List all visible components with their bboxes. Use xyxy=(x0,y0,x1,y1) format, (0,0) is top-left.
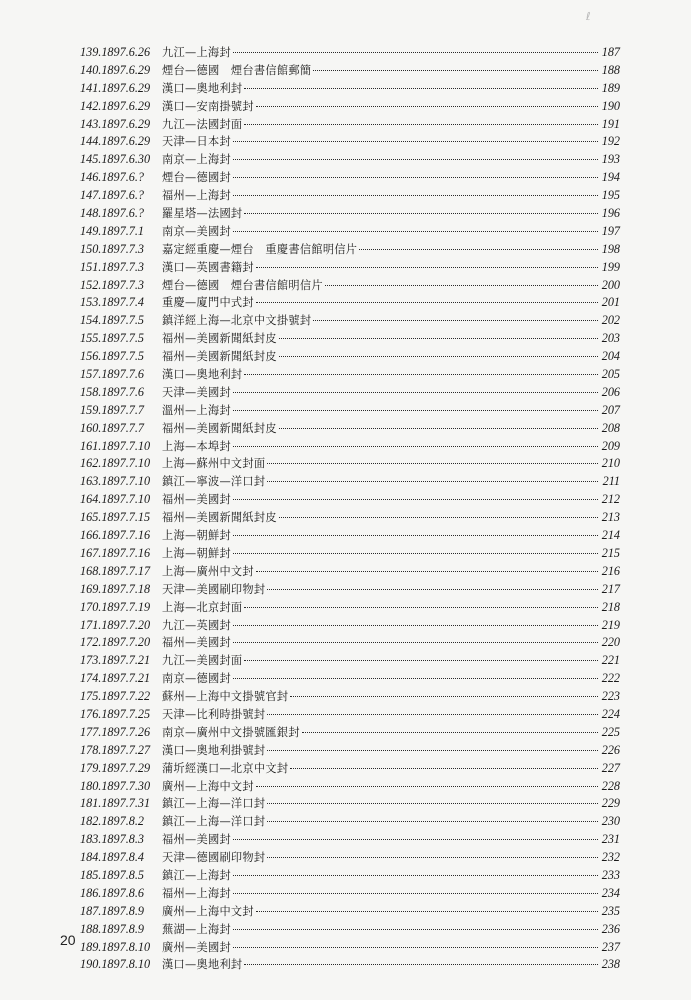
dot-leader xyxy=(290,768,598,769)
entry-id: 160.1897.7.7 xyxy=(80,420,144,435)
entry-id: 175.1897.7.22 xyxy=(80,689,151,704)
entry-title: 廣州—上海中文封 xyxy=(162,904,254,918)
entry-id: 185.1897.8.5 xyxy=(80,867,144,882)
entry-id: 156.1897.7.5 xyxy=(80,349,144,364)
dot-leader xyxy=(233,625,598,626)
entry-page-number: 215 xyxy=(601,545,620,560)
entry-page-number: 236 xyxy=(601,921,620,936)
entry-page-number: 212 xyxy=(601,492,620,507)
entry-title: 廣州—美國封 xyxy=(162,940,231,954)
entry-title: 上海—朝鮮封 xyxy=(162,529,231,543)
entry-title: 上海—本埠封 xyxy=(162,439,231,453)
toc-entry xyxy=(80,455,620,473)
entry-title: 九江—美國封面 xyxy=(162,654,243,668)
entry-id: 189.1897.8.10 xyxy=(80,939,151,954)
entry-id: 180.1897.7.30 xyxy=(80,778,151,793)
toc-entry xyxy=(80,795,620,813)
toc-entry xyxy=(80,599,620,617)
entry-id: 163.1897.7.10 xyxy=(80,474,151,489)
entry-page-number: 196 xyxy=(601,206,620,221)
entry-title: 上海—朝鮮封 xyxy=(162,546,231,560)
toc-entry xyxy=(80,151,620,169)
entry-id: 158.1897.7.6 xyxy=(80,384,144,399)
entry-title: 鎮江—上海—洋口封 xyxy=(162,797,266,811)
entry-title: 南京—廣州中文掛號匯銀封 xyxy=(162,725,300,739)
entry-title: 福州—美國新聞紙封皮 xyxy=(162,332,277,346)
entry-id: 181.1897.7.31 xyxy=(80,796,151,811)
entry-page-number: 206 xyxy=(601,384,620,399)
entry-title: 煙台—德國封 xyxy=(162,171,231,185)
entry-id: 165.1897.7.15 xyxy=(80,510,151,525)
entry-title: 鎮江—上海封 xyxy=(162,868,231,882)
dot-leader xyxy=(302,732,598,733)
toc-entry xyxy=(80,939,620,957)
entry-page-number: 231 xyxy=(601,832,620,847)
toc-entry xyxy=(80,438,620,456)
entry-id: 159.1897.7.7 xyxy=(80,402,144,417)
entry-title: 嘉定經重慶—煙台 重慶書信館明信片 xyxy=(162,242,358,256)
entry-title: 福州—美國封 xyxy=(162,493,231,507)
toc-entry xyxy=(80,545,620,563)
dot-leader xyxy=(244,124,598,125)
entry-id: 169.1897.7.18 xyxy=(80,581,151,596)
entry-id: 170.1897.7.19 xyxy=(80,599,151,614)
entry-title: 福州—美國新聞紙封皮 xyxy=(162,421,277,435)
entry-id: 188.1897.8.9 xyxy=(80,921,144,936)
dot-leader xyxy=(233,159,598,160)
entry-title: 羅星塔—法國封 xyxy=(162,207,243,221)
toc-entry xyxy=(80,527,620,545)
entry-page-number: 225 xyxy=(601,724,620,739)
entry-page-number: 203 xyxy=(601,331,620,346)
toc-entry xyxy=(80,205,620,223)
entry-page-number: 234 xyxy=(601,885,620,900)
entry-title: 鎮洋經上海—北京中文掛號封 xyxy=(162,314,312,328)
toc-entry xyxy=(80,133,620,151)
dot-leader xyxy=(256,911,598,912)
entry-page-number: 211 xyxy=(602,474,620,489)
toc-entry xyxy=(80,187,620,205)
toc-entry xyxy=(80,366,620,384)
entry-title: 福州—上海封 xyxy=(162,189,231,203)
entry-title: 上海—蘇州中文封面 xyxy=(162,457,266,471)
toc-entry xyxy=(80,813,620,831)
dot-leader xyxy=(233,52,598,53)
entry-page-number: 204 xyxy=(601,349,620,364)
entry-title: 九江—英國封 xyxy=(162,618,231,632)
toc-entry xyxy=(80,348,620,366)
entry-page-number: 205 xyxy=(601,367,620,382)
entry-id: 164.1897.7.10 xyxy=(80,492,151,507)
entry-id: 143.1897.6.29 xyxy=(80,116,151,131)
entry-page-number: 187 xyxy=(601,45,620,59)
entry-id: 140.1897.6.29 xyxy=(80,62,151,77)
entry-id: 183.1897.8.3 xyxy=(80,832,144,847)
entry-title: 蒲圻經漢口—北京中文封 xyxy=(162,761,289,775)
dot-leader xyxy=(267,589,598,590)
toc-entry xyxy=(80,760,620,778)
entry-page-number: 213 xyxy=(601,510,620,525)
entry-id: 155.1897.7.5 xyxy=(80,331,144,346)
entry-title: 鎮江—上海—洋口封 xyxy=(162,815,266,829)
dot-leader xyxy=(256,267,598,268)
entry-title: 南京—德國封 xyxy=(162,672,231,686)
entry-id: 187.1897.8.9 xyxy=(80,903,144,918)
entry-page-number: 220 xyxy=(601,635,620,650)
entry-title: 九江—法國封面 xyxy=(162,117,243,131)
toc-entry xyxy=(80,885,620,903)
entry-title: 天津—德國刷印物封 xyxy=(162,851,266,865)
entry-id: 153.1897.7.4 xyxy=(80,295,144,310)
entry-page-number: 218 xyxy=(601,599,620,614)
dot-leader xyxy=(233,392,598,393)
entry-id: 139.1897.6.26 xyxy=(80,45,151,59)
entry-id: 146.1897.6.? xyxy=(80,170,144,185)
entry-id: 186.1897.8.6 xyxy=(80,885,144,900)
entry-page-number: 235 xyxy=(601,903,620,918)
toc-entry xyxy=(80,312,620,330)
page-number: 20 xyxy=(60,932,76,948)
entry-page-number: 233 xyxy=(601,867,620,882)
toc-entry xyxy=(80,903,620,921)
dot-leader xyxy=(233,678,598,679)
entry-title: 上海—廣州中文封 xyxy=(162,564,254,578)
toc-entry xyxy=(80,688,620,706)
entry-page-number: 191 xyxy=(601,116,620,131)
toc-entry xyxy=(80,849,620,867)
dot-leader xyxy=(233,642,598,643)
toc-entry xyxy=(80,778,620,796)
dot-leader xyxy=(267,803,598,804)
toc-entry xyxy=(80,259,620,277)
entry-title: 福州—上海封 xyxy=(162,886,231,900)
dot-leader xyxy=(279,338,598,339)
toc-entry xyxy=(80,116,620,134)
entry-id: 148.1897.6.? xyxy=(80,206,144,221)
entry-title: 天津—比利時掛號封 xyxy=(162,707,266,721)
entry-page-number: 238 xyxy=(601,957,620,972)
toc-entry xyxy=(80,563,620,581)
dot-leader xyxy=(290,696,598,697)
entry-title: 溫州—上海封 xyxy=(162,403,231,417)
toc-entry xyxy=(80,491,620,509)
entry-title: 天津—美國刷印物封 xyxy=(162,582,266,596)
dot-leader xyxy=(244,964,598,965)
dot-leader xyxy=(313,70,598,71)
toc-entry xyxy=(80,384,620,402)
entry-page-number: 228 xyxy=(601,778,620,793)
entry-page-number: 210 xyxy=(601,456,620,471)
dot-leader xyxy=(233,177,598,178)
dot-leader xyxy=(233,929,598,930)
dot-leader xyxy=(267,463,598,464)
entry-page-number: 198 xyxy=(601,241,620,256)
entry-id: 178.1897.7.27 xyxy=(80,742,151,757)
dot-leader xyxy=(233,875,598,876)
toc-entry xyxy=(80,742,620,760)
entry-id: 144.1897.6.29 xyxy=(80,134,151,149)
entry-title: 南京—上海封 xyxy=(162,153,231,167)
entry-id: 179.1897.7.29 xyxy=(80,760,151,775)
entry-id: 149.1897.7.1 xyxy=(80,223,144,238)
entry-title: 蘇州—上海中文掛號官封 xyxy=(162,690,289,704)
dot-leader xyxy=(359,249,598,250)
toc-entry xyxy=(80,706,620,724)
entry-title: 煙台—德國 煙台書信館郵簡 xyxy=(162,63,312,77)
entry-id: 173.1897.7.21 xyxy=(80,653,151,668)
entry-page-number: 223 xyxy=(601,689,620,704)
entry-page-number: 200 xyxy=(601,277,620,292)
entry-title: 福州—美國封 xyxy=(162,833,231,847)
entry-title: 鎮江—寧波—洋口封 xyxy=(162,475,266,489)
toc-entry xyxy=(80,617,620,635)
entry-page-number: 214 xyxy=(601,528,620,543)
entry-id: 154.1897.7.5 xyxy=(80,313,144,328)
dot-leader xyxy=(325,285,598,286)
dot-leader xyxy=(267,714,598,715)
toc-entry xyxy=(80,277,620,295)
entry-title: 蕪湖—上海封 xyxy=(162,922,231,936)
dot-leader xyxy=(244,213,598,214)
entry-title: 九江—上海封 xyxy=(162,46,231,59)
entry-id: 147.1897.6.? xyxy=(80,188,144,203)
entry-id: 157.1897.7.6 xyxy=(80,367,144,382)
entry-id: 174.1897.7.21 xyxy=(80,671,151,686)
entry-id: 152.1897.7.3 xyxy=(80,277,144,292)
entry-title: 漢口—奧地利封 xyxy=(162,958,243,972)
toc-entry xyxy=(80,98,620,116)
entry-title: 漢口—奧地利掛號封 xyxy=(162,743,266,757)
entry-page-number: 229 xyxy=(601,796,620,811)
dot-leader xyxy=(233,535,598,536)
entry-id: 142.1897.6.29 xyxy=(80,98,151,113)
entry-title: 福州—美國新聞紙封皮 xyxy=(162,511,277,525)
dot-leader xyxy=(313,320,598,321)
dot-leader xyxy=(244,88,598,89)
toc-entry xyxy=(80,724,620,742)
entry-title: 福州—美國新聞紙封皮 xyxy=(162,350,277,364)
dot-leader xyxy=(267,481,598,482)
entry-page-number: 224 xyxy=(601,706,620,721)
entry-id: 171.1897.7.20 xyxy=(80,617,151,632)
entry-page-number: 197 xyxy=(601,223,620,238)
toc-entry xyxy=(80,402,620,420)
entry-title: 漢口—安南掛號封 xyxy=(162,99,254,113)
dot-leader xyxy=(256,106,598,107)
entry-id: 161.1897.7.10 xyxy=(80,438,151,453)
toc-entry xyxy=(80,634,620,652)
dot-leader xyxy=(267,750,598,751)
entry-title: 福州—美國封 xyxy=(162,636,231,650)
entry-page-number: 192 xyxy=(601,134,620,149)
toc-entry xyxy=(80,831,620,849)
entry-page-number: 199 xyxy=(601,259,620,274)
toc-entry xyxy=(80,581,620,599)
entry-page-number: 207 xyxy=(601,402,620,417)
entry-page-number: 195 xyxy=(601,188,620,203)
entry-page-number: 219 xyxy=(601,617,620,632)
dot-leader xyxy=(233,947,598,948)
toc-entry xyxy=(80,867,620,885)
entry-id: 167.1897.7.16 xyxy=(80,545,151,560)
entry-page-number: 237 xyxy=(601,939,620,954)
entry-page-number: 222 xyxy=(601,671,620,686)
toc-entry xyxy=(80,223,620,241)
dot-leader xyxy=(233,195,598,196)
dot-leader xyxy=(279,356,598,357)
entry-page-number: 193 xyxy=(601,152,620,167)
toc-entry xyxy=(80,44,620,62)
entry-id: 190.1897.8.10 xyxy=(80,957,151,972)
toc-entry xyxy=(80,80,620,98)
entry-title: 南京—美國封 xyxy=(162,224,231,238)
table-of-contents xyxy=(80,44,620,974)
entry-page-number: 230 xyxy=(601,814,620,829)
toc-entry xyxy=(80,509,620,527)
dot-leader xyxy=(279,517,598,518)
entry-title: 重慶—廈門中式封 xyxy=(162,296,254,310)
dot-leader xyxy=(256,302,598,303)
entry-title: 廣州—上海中文封 xyxy=(162,779,254,793)
entry-id: 166.1897.7.16 xyxy=(80,528,151,543)
dot-leader xyxy=(256,571,598,572)
dot-leader xyxy=(233,553,598,554)
entry-id: 172.1897.7.20 xyxy=(80,635,151,650)
entry-id: 176.1897.7.25 xyxy=(80,706,151,721)
entry-page-number: 190 xyxy=(601,98,620,113)
toc-entry xyxy=(80,330,620,348)
dot-leader xyxy=(244,607,598,608)
entry-page-number: 189 xyxy=(601,80,620,95)
entry-page-number: 202 xyxy=(601,313,620,328)
dot-leader xyxy=(267,821,598,822)
entry-page-number: 208 xyxy=(601,420,620,435)
entry-id: 177.1897.7.26 xyxy=(80,724,151,739)
entry-id: 151.1897.7.3 xyxy=(80,259,144,274)
entry-id: 150.1897.7.3 xyxy=(80,241,144,256)
entry-title: 天津—日本封 xyxy=(162,135,231,149)
toc-entry xyxy=(80,956,620,974)
dot-leader xyxy=(233,231,598,232)
toc-entry xyxy=(80,420,620,438)
entry-title: 漢口—奧地利封 xyxy=(162,368,243,382)
dot-leader xyxy=(233,141,598,142)
entry-page-number: 221 xyxy=(601,653,620,668)
dot-leader xyxy=(279,428,598,429)
entry-id: 168.1897.7.17 xyxy=(80,563,151,578)
pencil-mark: ℓ xyxy=(586,10,591,23)
entry-page-number: 216 xyxy=(601,563,620,578)
dot-leader xyxy=(233,893,598,894)
entry-id: 184.1897.8.4 xyxy=(80,850,144,865)
entry-id: 162.1897.7.10 xyxy=(80,456,151,471)
toc-entry xyxy=(80,473,620,491)
entry-page-number: 201 xyxy=(601,295,620,310)
entry-page-number: 232 xyxy=(601,850,620,865)
entry-title: 漢口—英國書籍封 xyxy=(162,260,254,274)
entry-title: 上海—北京封面 xyxy=(162,600,243,614)
toc-entry xyxy=(80,169,620,187)
dot-leader xyxy=(233,499,598,500)
toc-entry xyxy=(80,652,620,670)
toc-entry xyxy=(80,62,620,80)
entry-page-number: 188 xyxy=(601,62,620,77)
dot-leader xyxy=(244,660,598,661)
toc-entry xyxy=(80,921,620,939)
toc-entry xyxy=(80,294,620,312)
dot-leader xyxy=(267,857,598,858)
entry-id: 145.1897.6.30 xyxy=(80,152,151,167)
entry-id: 182.1897.8.2 xyxy=(80,814,144,829)
entry-page-number: 227 xyxy=(601,760,620,775)
dot-leader xyxy=(256,786,598,787)
entry-title: 煙台—德國 煙台書信館明信片 xyxy=(162,278,323,292)
dot-leader xyxy=(233,839,598,840)
dot-leader xyxy=(244,374,598,375)
entry-page-number: 217 xyxy=(601,581,620,596)
entry-id: 141.1897.6.29 xyxy=(80,80,151,95)
entry-page-number: 209 xyxy=(601,438,620,453)
entry-title: 天津—美國封 xyxy=(162,385,231,399)
toc-entry xyxy=(80,670,620,688)
toc-entry xyxy=(80,241,620,259)
dot-leader xyxy=(233,446,598,447)
dot-leader xyxy=(233,410,598,411)
entry-page-number: 194 xyxy=(601,170,620,185)
entry-page-number: 226 xyxy=(601,742,620,757)
entry-title: 漢口—奧地利封 xyxy=(162,81,243,95)
